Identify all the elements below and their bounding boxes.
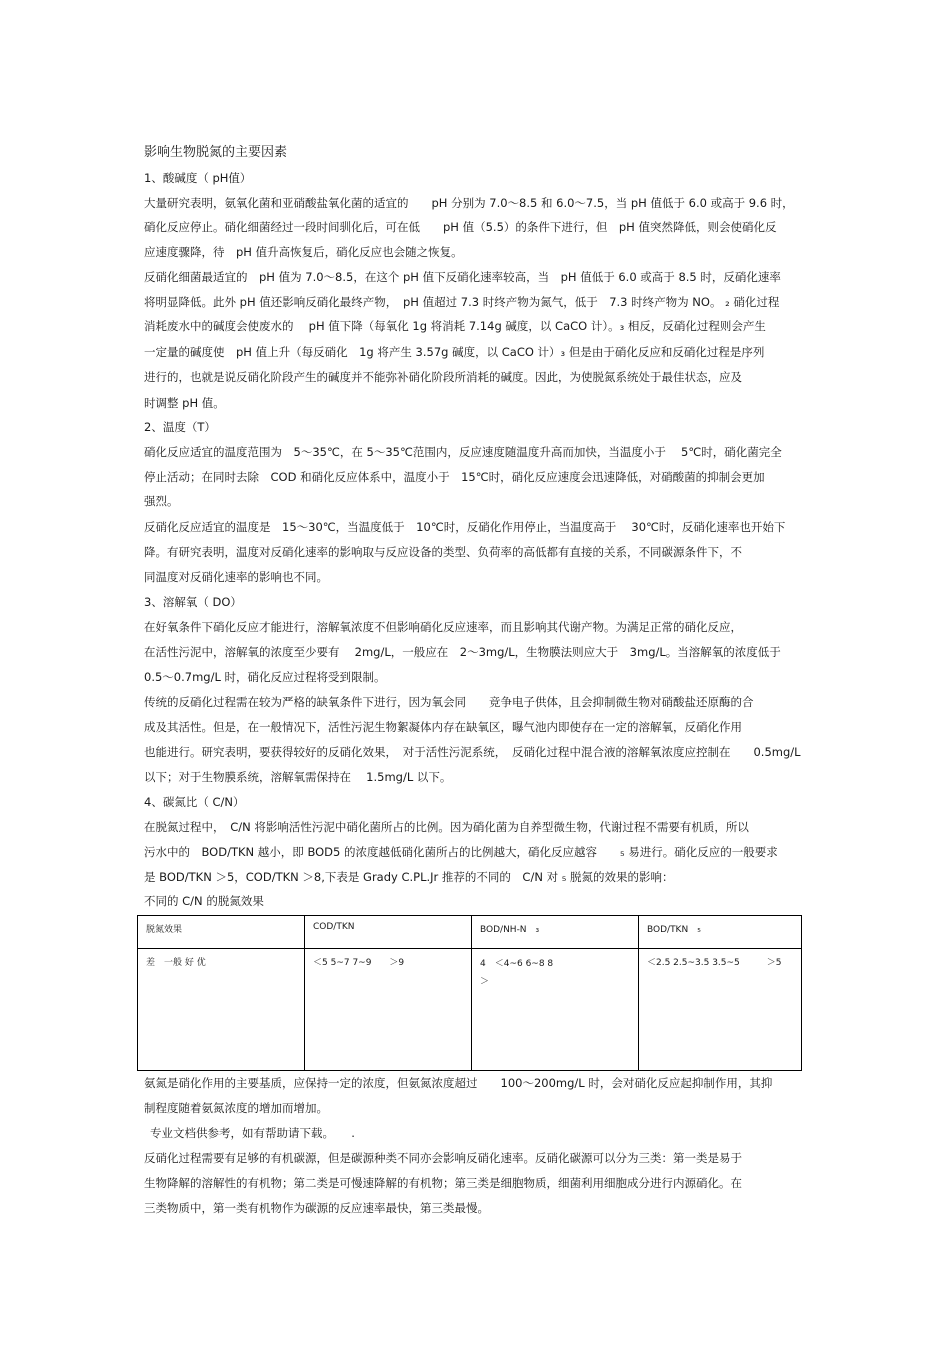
table-header-cell: BOD/NH-N ₃ xyxy=(472,916,639,949)
text-line: 0.5～0.7mg/L 时，硝化反应过程将受到限制。 xyxy=(144,670,386,684)
table-cell: 差 一般 好 优 xyxy=(138,949,305,1071)
text-line: 以下；对于生物膜系统，溶解氧需保持在 1.5mg/L 以下。 xyxy=(144,770,452,784)
table-header-cell: 脱氮效果 xyxy=(138,916,305,949)
download-note: 专业文档供参考，如有帮助请下载。 . xyxy=(150,1126,355,1140)
text-line: 消耗废水中的碱度会使废水的 pH 值下降（每氧化 1g 将消耗 7.14g 碱度，以 CaCO 计）。₃ 相反，反硝化过程则会产生 xyxy=(144,319,766,333)
text-line: 应速度骤降，待 pH 值升高恢复后，硝化反应也会随之恢复。 xyxy=(144,245,463,259)
text-line: 1、酸碱度（ pH值） xyxy=(144,171,252,185)
text-line: 2、温度（T） xyxy=(144,420,216,434)
text-line: 4、碳氮比（ C/N） xyxy=(144,795,245,809)
text-line: 进行的，也就是说反硝化阶段产生的碱度并不能弥补硝化阶段所消耗的碱度。因此，为使脱氮系统处于最佳状态，应及 xyxy=(144,370,742,384)
text-line: 反硝化过程需要有足够的有机碳源，但是碳源种类不同亦会影响反硝化速率。反硝化碳源可以分为三类：第一类是易于 xyxy=(144,1151,742,1165)
table-caption: 不同的 C/N 的脱氮效果 xyxy=(144,894,264,908)
text-line: 也能进行。研究表明，要获得较好的反硝化效果， 对于活性污泥系统， 反硝化过程中混合液的溶解氧浓度应控制在 0.5mg/L xyxy=(144,745,801,759)
text-line: 硝化反应适宜的温度范围为 5～35℃，在 5～35℃范围内，反应速度随温度升高而加快，当温度小于 5℃时，硝化菌完全 xyxy=(144,445,782,459)
text-line: 在活性污泥中，溶解氧的浓度至少要有 2mg/L，一般应在 2～3mg/L，生物膜法则应大于 3mg/L。当溶解氧的浓度低于 xyxy=(144,645,781,659)
table-header-cell: BOD/TKN ₅ xyxy=(639,916,802,949)
text-line: 同温度对反硝化速率的影响也不同。 xyxy=(144,570,328,584)
text-line: 成及其活性。但是，在一般情况下，活性污泥生物絮凝体内存在缺氧区，曝气池内即使存在一定的溶解氧，反硝化作用 xyxy=(144,720,742,734)
table-cell: ＜5 5~7 7~9 ＞9 xyxy=(305,949,472,1071)
text-line: 时调整 pH 值。 xyxy=(144,396,225,410)
text-line: 是 BOD/TKN ＞5，COD/TKN ＞8,下表是 Grady C.PL.Jr 推荐的不同的 C/N 对 ₅ 脱氮的效果的影响： xyxy=(144,870,674,884)
text-line: 将明显降低。此外 pH 值还影响反硝化最终产物， pH 值超过 7.3 时终产物为氮气，低于 7.3 时终产物为 NO。 ₂ 硝化过程 xyxy=(144,295,780,309)
cn-effect-table xyxy=(137,915,802,1071)
text-line: 硝化反应停止。硝化细菌经过一段时间驯化后，可在低 pH 值（5.5）的条件下进行，但 pH 值突然降低，则会使硝化反 xyxy=(144,220,777,234)
table-row xyxy=(138,949,802,1071)
text-line: 污水中的 BOD/TKN 越小，即 BOD5 的浓度越低硝化菌所占的比例越大，硝化反应越容 ₅ 易进行。硝化反应的一般要求 xyxy=(144,845,778,859)
text-line: 一定量的碱度使 pH 值上升（每反硝化 1g 将产生 3.57g 碱度，以 CaCO 计）₃ 但是由于硝化反应和反硝化过程是序列 xyxy=(144,345,765,359)
page-title: 影响生物脱氮的主要因素 xyxy=(144,145,288,160)
text-line: 反硝化反应适宜的温度是 15～30℃，当温度低于 10℃时，反硝化作用停止，当温度高于 30℃时，反硝化速率也开始下 xyxy=(144,520,786,534)
text-line: 强烈。 xyxy=(144,494,179,508)
text-line: 生物降解的溶解性的有机物；第二类是可慢速降解的有机物；第三类是细胞物质，细菌利用细胞成分进行内源硝化。在 xyxy=(144,1176,742,1190)
text-line: 反硝化细菌最适宜的 pH 值为 7.0～8.5，在这个 pH 值下反硝化速率较高，当 pH 值低于 6.0 或高于 8.5 时，反硝化速率 xyxy=(144,270,781,284)
text-line: 三类物质中，第一类有机物作为碳源的反应速率最快，第三类最慢。 xyxy=(144,1201,489,1215)
text-line: 制程度随着氨氮浓度的增加而增加。 xyxy=(144,1101,328,1115)
text-line: 传统的反硝化过程需在较为严格的缺氧条件下进行，因为氧会同 竞争电子供体，且会抑制微生物对硝酸盐还原酶的合 xyxy=(144,695,754,709)
text-line: 大量研究表明，氨氧化菌和亚硝酸盐氧化菌的适宜的 pH 分别为 7.0～8.5 和 6.0～7.5，当 pH 值低于 6.0 或高于 9.6 时， xyxy=(144,196,794,210)
table-header-cell: COD/TKN xyxy=(305,916,472,949)
text-line: 停止活动；在同时去除 COD 和硝化反应体系中，温度小于 15℃时，硝化反应速度会迅速降低，对硝酸菌的抑制会更加 xyxy=(144,470,765,484)
text-line: 降。有研究表明，温度对反硝化速率的影响取与反应设备的类型、负荷率的高低都有直接的关系，不同碳源条件下，不 xyxy=(144,545,742,559)
text-line: 在脱氮过程中， C/N 将影响活性污泥中硝化菌所占的比例。因为硝化菌为自养型微生物，代谢过程不需要有机质，所以 xyxy=(144,820,749,834)
text-line: 氨氮是硝化作用的主要基质，应保持一定的浓度，但氨氮浓度超过 100～200mg/L 时，会对硝化反应起抑制作用，其抑 xyxy=(144,1076,773,1090)
text-line: 3、溶解氧（ DO） xyxy=(144,595,242,609)
table-header-row xyxy=(138,916,802,949)
table-cell: 4 ＜4~6 6~8 8 ＞ xyxy=(472,949,639,1071)
text-line: 在好氧条件下硝化反应才能进行，溶解氧浓度不但影响硝化反应速率，而且影响其代谢产物。为满足正常的硝化反应， xyxy=(144,620,742,634)
table-cell: ＜2.5 2.5~3.5 3.5~5 ＞5 xyxy=(639,949,802,1071)
